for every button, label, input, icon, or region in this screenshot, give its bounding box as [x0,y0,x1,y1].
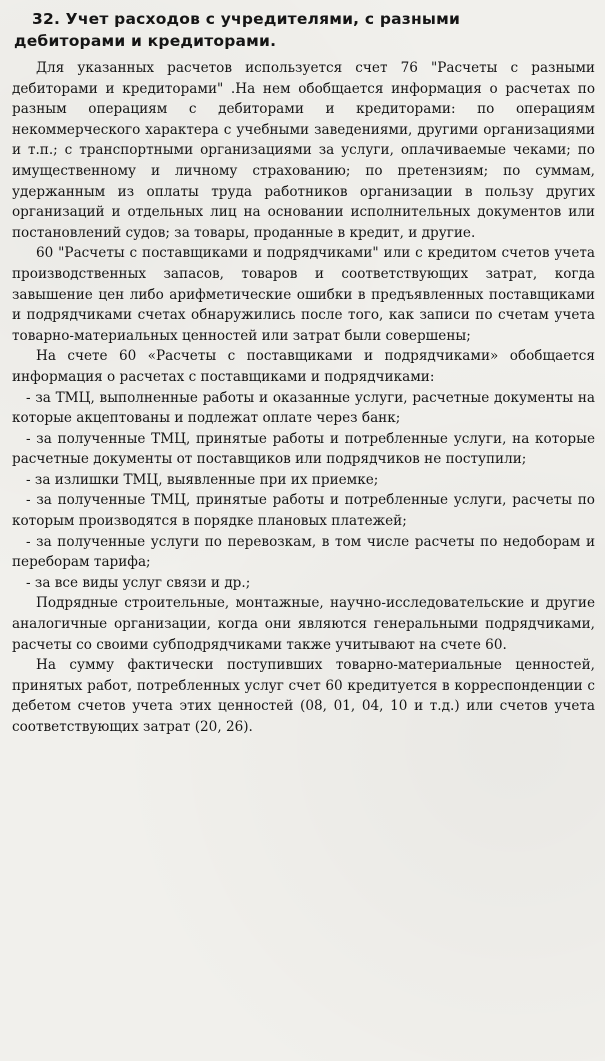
document-body [12,58,595,738]
paragraph-account-76: Для указанных расчетов используется счет 76 "Расчеты с разными дебиторами и кредиторами" .На нем обобщается информация о расчетах по разным операциям с дебиторами и кредиторами: по операциям некоммерческого характера с учебными заведениями, другими организациями и т.п.; с транспортными организациями за услуги, оплачиваемые чеками; по имущественному и личному страхованию; по претензиям; по суммам, удержанным из оплаты труда работников организации в пользу других организаций и отдельных лиц на основании исполнительных документов или постановлений судов; за товары, проданные в кредит, и другие. [12,60,595,241]
list-item: - за полученные ТМЦ, принятые работы и потребленные услуги, расчеты по которым производятся в порядке плановых платежей; [12,492,595,530]
paragraph-account-60-intro: На счете 60 «Расчеты с поставщиками и подрядчиками» обобщается информация о расчетах с поставщиками и подрядчиками: [12,348,595,385]
heading-line-1 [32,8,595,30]
section-title-line-2: дебиторами и кредиторами. [14,32,277,50]
list-item: - за ТМЦ, выполненные работы и оказанные услуги, расчетные документы на которые акцептованы и подлежат оплате через банк; [12,389,595,427]
section-heading [12,8,595,52]
section-number: 32. [32,10,61,28]
list-item: - за полученные услуги по перевозкам, в том числе расчеты по недоборам и переборам тарифа; [12,533,595,571]
list-item: - за полученные ТМЦ, принятые работы и потребленные услуги, на которые расчетные документы от поставщиков или подрядчиков не поступили; [12,430,595,468]
section-title-line-1: Учет расходов с учредителями, с разными [65,10,461,28]
list-item: - за излишки ТМЦ, выявленные при их приемке; [26,471,379,488]
paragraph-account-60-credit: 60 "Расчеты с поставщиками и подрядчиками" или с кредитом счетов учета производственных запасов, товаров и соответствующих затрат, когда завышение цен либо арифметические ошибки в предъявленных поставщиками и подрядчиками счетах обнаружились после того, как записи по счетам учета товарно-материальных ценностей или затрат были совершены; [12,245,595,344]
paragraph-credit-correspondence: На сумму фактически поступивших товарно-материальные ценностей, принятых работ, потребленных услуг счет 60 кредитуется в корреспонденции с дебетом счетов учета этих ценностей (08, 01, 04, 10 и т.д.) или счетов учета соответствующих затрат (20, 26). [12,657,595,735]
list-item: - за все виды услуг связи и др.; [26,574,251,591]
paragraph-contractors: Подрядные строительные, монтажные, научно-исследовательские и другие аналогичные организации, когда они являются генеральными подрядчиками, расчеты со своими субподрядчиками также учитывают на счете 60. [12,595,595,653]
